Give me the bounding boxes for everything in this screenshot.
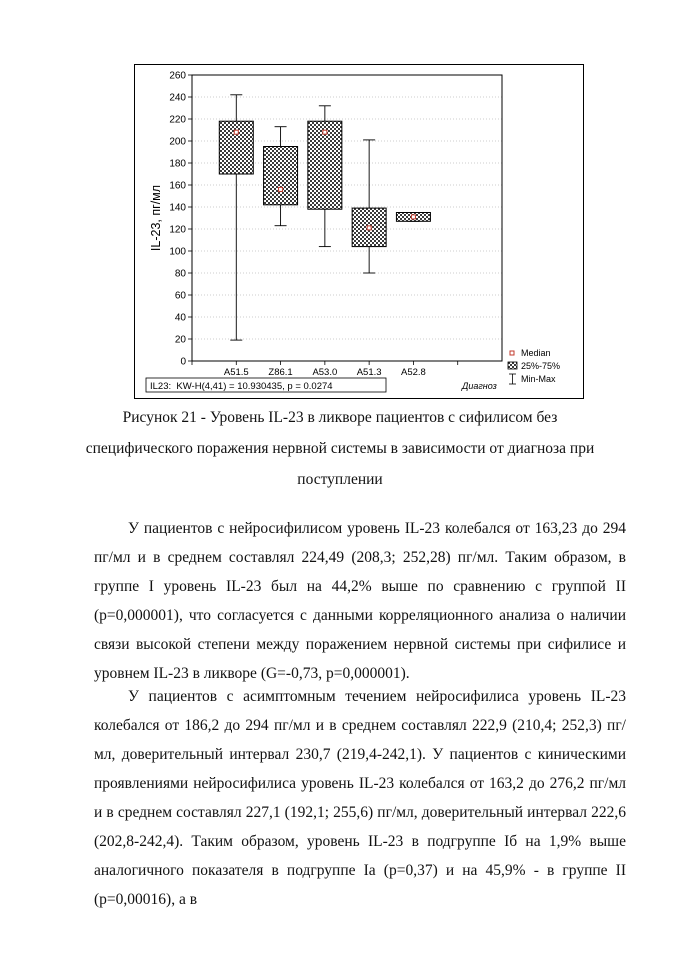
median-marker: [411, 215, 415, 219]
x-tick-label-A53.0: A53.0: [312, 367, 338, 378]
stats-text: IL23: KW-H(4,41) = 10.930435, p = 0.0274: [150, 381, 333, 392]
x-tick-label-A52.8: A52.8: [401, 367, 426, 378]
x-tick-label-A51.5: A51.5: [223, 367, 249, 378]
x-tick-label-A51.3: A51.3: [356, 367, 382, 378]
legend-median-marker: [510, 351, 514, 355]
y-tick-label: 140: [169, 202, 186, 214]
legend-whisker-label: Min-Max: [521, 374, 556, 384]
iqr-box: [219, 121, 253, 174]
x-axis-label: Диагноз: [462, 381, 497, 391]
y-tick-label: 160: [169, 180, 186, 192]
paragraph-1: У пациентов с нейросифилисом уровень IL-23 колебался от 163,23 до 294 пг/мл и в среднем составлял 224,49 (208,3; 252,28) пг/мл. Таким образом, в группе I уровень IL-23 был на 44,2% выше по сравнению с группой II (p=0,000001), что согласуется с данными корреляционного анализа о наличии связи высокой степени между поражением нервной системы при сифилисе и уровнем IL-23 в ликворе (G=-0,73, p=0,000001).: [94, 520, 626, 682]
y-tick-label: 120: [169, 224, 186, 236]
median-marker: [323, 130, 327, 134]
plot-area-frame: [192, 75, 502, 361]
y-tick-label: 200: [169, 136, 186, 148]
paragraph-2: У пациентов с асимптомным течением нейросифилиса уровень IL-23 колебался от 186,2 до 294 пг/мл и в среднем составлял 222,9 (210,4; 252,3) пг/мл, доверительный интервал 230,7 (219,4-242,1). У пациентов с киническими проявлениями нейросифилиса уровень IL-23 колебался от 163,2 до 276,2 пг/мл и в среднем составлял 227,1 (192,1; 255,6) пг/мл, доверительный интервал 222,6 (202,8-242,4). Таким образом, уровень IL-23 в подгруппе Iб на 1,9% выше аналогичного показателя в подгруппе Iа (p=0,37) и на 45,9% - в группе II (p=0,00016), а в: [94, 688, 626, 908]
legend-box-swatch: [508, 362, 517, 369]
iqr-box: [264, 147, 298, 205]
boxplot-chart: [134, 64, 584, 399]
legend-box-label: 25%-75%: [521, 361, 561, 371]
y-tick-label: 40: [174, 312, 186, 324]
y-tick-label: 180: [169, 158, 186, 170]
y-tick-label: 20: [174, 334, 186, 346]
legend-whisker-symbol: [509, 374, 516, 384]
median-marker: [279, 187, 283, 191]
y-axis-label: IL-23, пг/мл: [149, 184, 163, 252]
y-tick-label: 260: [169, 70, 186, 82]
median-marker: [367, 226, 371, 230]
box-A51.5: [219, 95, 253, 340]
box-Z86.1: [264, 127, 298, 226]
y-tick-label: 100: [169, 246, 186, 258]
y-tick-label: 240: [169, 92, 186, 104]
y-tick-label: 60: [174, 290, 186, 302]
legend: [508, 348, 560, 384]
stats-box: [146, 378, 386, 392]
legend-median-label: Median: [521, 348, 551, 358]
y-tick-label: 80: [174, 268, 186, 280]
box-A53.0: [308, 106, 342, 247]
box-A51.3: [352, 140, 386, 273]
y-tick-label: 220: [169, 114, 186, 126]
y-tick-label: 0: [180, 356, 186, 368]
box-A52.8: [396, 213, 430, 222]
median-marker: [234, 130, 238, 134]
figure-caption: Рисунок 21 - Уровень IL-23 в ликворе пациентов с сифилисом без специфического поражения нервной системы в зависимости от диагноза при поступлении: [85, 409, 595, 488]
x-tick-label-Z86.1: Z86.1: [268, 367, 293, 378]
